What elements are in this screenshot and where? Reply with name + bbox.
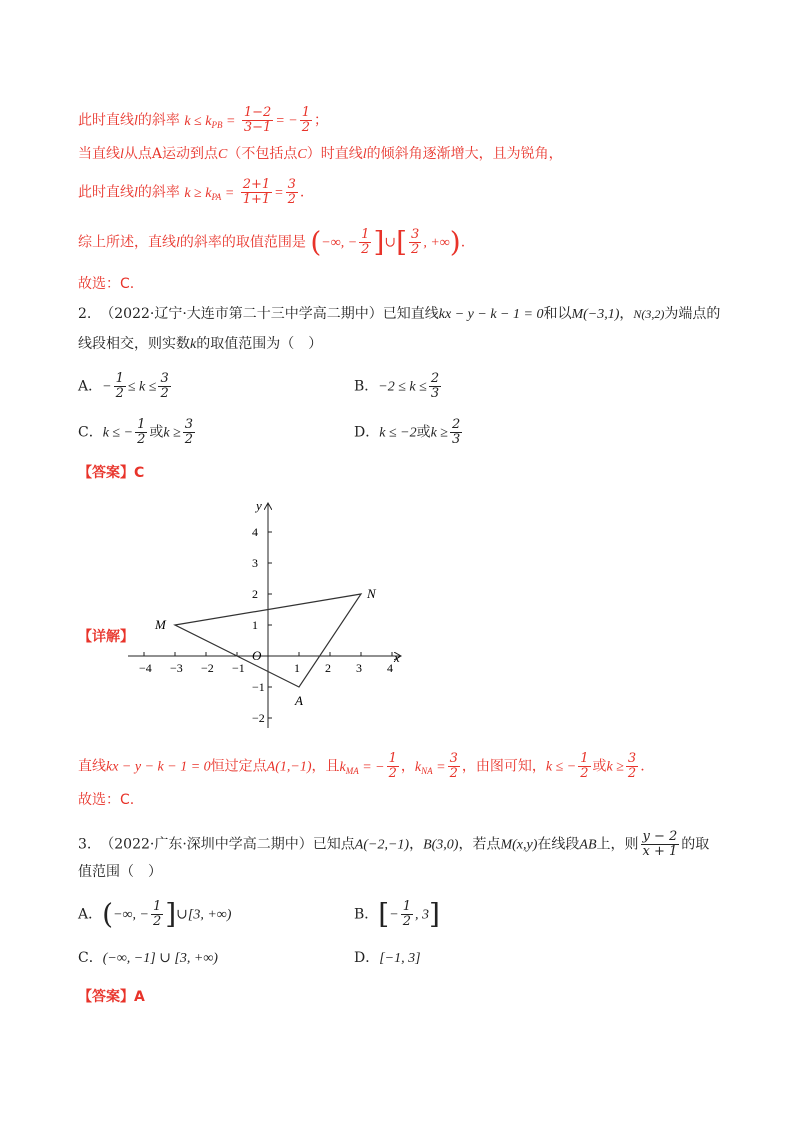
y-tick-label: 3: [252, 556, 258, 570]
q2-detail-label: 【详解】: [78, 629, 134, 645]
q2-option-b[interactable]: B．−2 ≤ k ≤ $\frac{2}{3}$: [354, 371, 440, 401]
point-n-label: N: [367, 586, 376, 601]
q3-option-b[interactable]: B．[− $\frac{1}{2}$ , 3]: [354, 897, 440, 931]
choose-2: 故选：C.: [78, 792, 135, 808]
q2-answer: 【答案】C: [78, 465, 145, 481]
q3-option-c[interactable]: C．(−∞, −1] ∪ [3, +∞): [78, 950, 218, 966]
q2-explanation: 直线kx − y − k − 1 = 0恒过定点A(1,−1)，且$k_{MA}$ = − $\frac{1}{2}$ ，$k_{NA}$ = $\frac{3}{2}$ ，由图可知，k ≤ − $\frac{1}{2}$ 或k ≥ $\frac{3}{2}$ .: [78, 751, 645, 781]
origin-label: O: [252, 648, 262, 663]
q2-option-d[interactable]: D．k ≤ −2或k ≥ $\frac{2}{3}$: [354, 417, 461, 447]
x-tick-label: 2: [325, 661, 331, 675]
solution-line-1: 此时直线l的斜率 $k \le k_{PB}$ = $\frac{1-2}{3-1}$ = − $\frac{1}{2}$ ；: [78, 105, 328, 135]
point-m-label: M: [155, 617, 166, 632]
y-tick-label: −2: [252, 711, 265, 725]
choose-1: 故选：C.: [78, 276, 135, 292]
x-axis-label: x: [394, 650, 400, 665]
point-a-label: A: [295, 693, 303, 708]
solution-line-2: 当直线l从点A运动到点C（不包括点C）时直线l的倾斜角逐渐增大，且为锐角，: [78, 146, 563, 162]
x-tick-label: −3: [170, 661, 183, 675]
solution-line-3: 此时直线l的斜率 $k \ge k_{PA}$ = $\frac{2+1}{1+1}$ = $\frac{3}{2}$ .: [78, 177, 305, 207]
y-tick-label: 2: [252, 587, 258, 601]
x-tick-label: 1: [294, 661, 300, 675]
q2-stem-line-1: 2. （2022·辽宁·大连市第二十三中学高二期中）已知直线kx − y − k − 1 = 0和以M(−3,1)，N(3,2)为端点的: [78, 306, 721, 322]
q3-option-d[interactable]: D．[−1, 3]: [354, 950, 421, 966]
x-tick-label: −1: [232, 661, 245, 675]
q2-figure: [120, 496, 410, 736]
y-axis-label: y: [256, 498, 262, 513]
x-tick-label: 4: [387, 661, 393, 675]
y-tick-label: 4: [252, 525, 258, 539]
x-tick-label: 3: [356, 661, 362, 675]
q3-option-a[interactable]: A．(−∞, − $\frac{1}{2}$ ]∪[3, +∞): [78, 897, 232, 931]
x-tick-label: −4: [139, 661, 152, 675]
q2-option-c[interactable]: C．k ≤ − $\frac{1}{2}$ 或k ≥ $\frac{3}{2}$: [78, 417, 194, 447]
q3-answer: 【答案】A: [78, 989, 145, 1005]
q2-option-a[interactable]: A．− $\frac{1}{2}$ ≤ k ≤ $\frac{3}{2}$: [78, 371, 169, 401]
q2-stem-line-2: 线段相交，则实数k的取值范围为（ ）: [78, 336, 323, 352]
q3-stem-line-1: 3. （2022·广东·深圳中学高二期中）已知点A(−2,−1)，B(3,0)，若点M(x,y)在线段AB上，则 $\frac{y - 2}{x + 1}$ 的取: [78, 829, 710, 859]
q3-stem-line-2: 值范围（ ）: [78, 864, 162, 880]
x-tick-label: −2: [201, 661, 214, 675]
y-tick-label: 1: [252, 618, 258, 632]
solution-line-4: 综上所述，直线l的斜率的取值范围是 (−∞, − $\frac{1}{2}$ ]∪[ $\frac{3}{2}$ , +∞).: [78, 225, 466, 259]
y-tick-label: −1: [252, 680, 265, 694]
